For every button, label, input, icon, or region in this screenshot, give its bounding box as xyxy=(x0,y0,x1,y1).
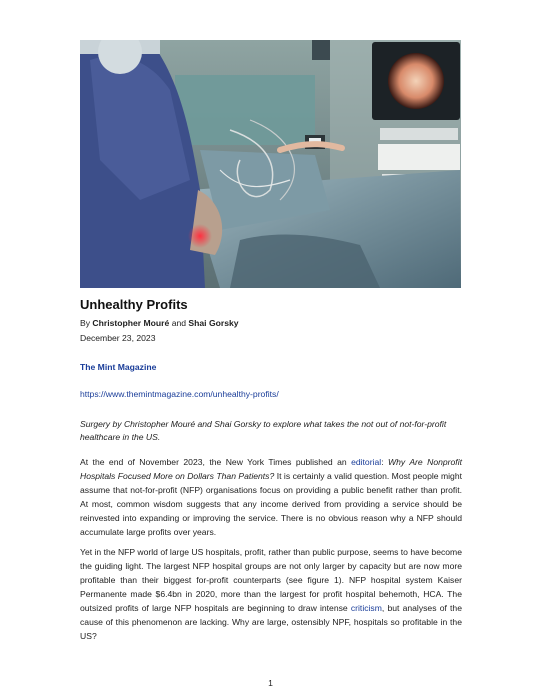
paragraph-1 xyxy=(80,455,462,539)
paragraph-text: Yet in the NFP world of large US hospitals, profit, rather than public purpose, seems to have become the guiding light. The largest NFP hospital groups are not only larger by capacity but are now more profitable than their biggest for-profit counterparts (see figure 1). NFP hospital system Kaiser Permanente made $6.4bn in 2020, more than the largest for profit hospital behemoth, HCA. The outsized profits of large NFP hospitals are beginning to draw intense xyxy=(80,547,462,613)
magazine-name: The Mint Magazine xyxy=(80,362,157,372)
paragraph-text: It is certainly a valid question. Most people might assume that not-for-profit (NFP) organisations focus on providing a public benefit rather than profit. At most, common wisdom suggests that any income derived from providing a service should be reinvested into expanding or improving the service. There is no obvious reason why a NFP should accumulate large profits over years. xyxy=(80,471,462,537)
paragraph-text: : xyxy=(381,457,389,467)
byline xyxy=(80,318,239,328)
editorial-title: Why Are Nonprofit Hospitals Focused More on Dollars Than Patients? xyxy=(80,457,462,481)
paragraph-text: At the end of November 2023, the New York Times published an xyxy=(80,457,352,467)
article-url-link[interactable]: https://www.themintmagazine.com/unhealthy-profits/ xyxy=(80,389,279,399)
byline-and: and xyxy=(171,318,187,328)
page-number: 1 xyxy=(268,678,273,688)
hero-photo-operating-room xyxy=(80,40,461,288)
author-name: Christopher Mouré xyxy=(92,318,170,328)
editorial-link[interactable]: editorial xyxy=(351,457,382,467)
article-intro: Surgery by Christopher Mouré and Shai Gorsky to explore what takes the not out of not-for-profit healthcare in the US. xyxy=(80,419,447,442)
byline-prefix: By xyxy=(80,318,91,328)
author-name: Shai Gorsky xyxy=(188,318,239,328)
article-title: Unhealthy Profits xyxy=(80,297,188,312)
paragraph-text: , but analyses of the cause of this phenomenon are lacking. Why are large, ostensibly NPF, hospitals so profitable in the US? xyxy=(80,603,462,641)
paragraph-2 xyxy=(80,545,462,643)
criticism-link[interactable]: criticism xyxy=(350,603,382,613)
publish-date: December 23, 2023 xyxy=(80,333,156,343)
